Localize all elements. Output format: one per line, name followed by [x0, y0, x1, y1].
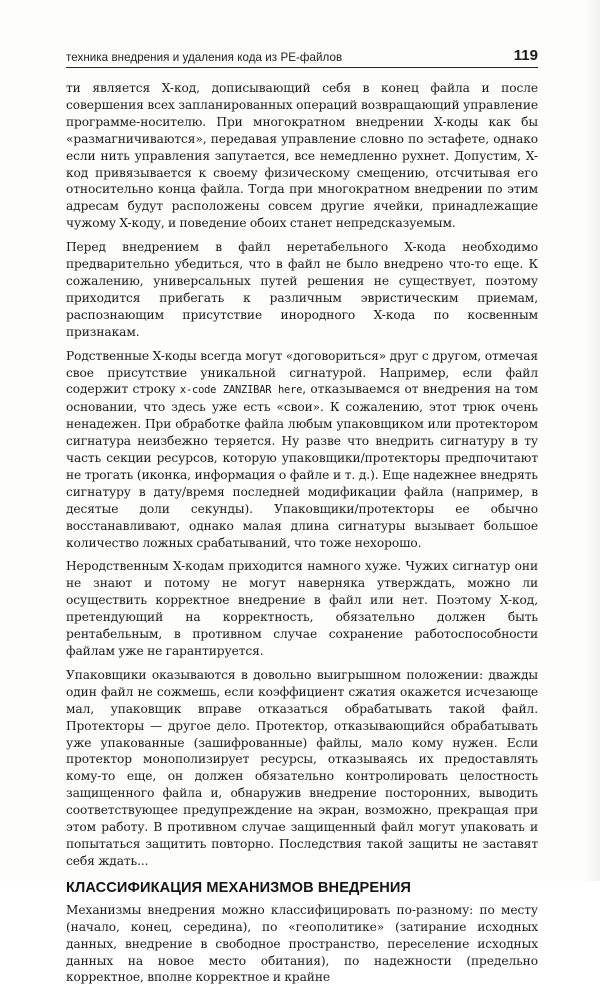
running-title: техника внедрения и удаления кода из PE-файлов	[66, 51, 343, 64]
section-paragraph: Механизмы внедрения можно классифицировать по-разному: по месту (начало, конец, середина), по «геополитике» (затирание исходных данных, внедрение в свободное пространство, переселение исходных данных на новое место обитания), по надежности (предельно корректное, вполне корректное и крайне	[66, 902, 538, 985]
section-heading: КЛАССИФИКАЦИЯ МЕХАНИЗМОВ ВНЕДРЕНИЯ	[66, 879, 412, 896]
signature-code-snippet: x-code ZANZIBAR here	[179, 384, 303, 397]
page-body	[66, 80, 538, 993]
page-number: 119	[513, 47, 538, 64]
page-edge-shadow	[586, 0, 600, 881]
running-header	[66, 42, 538, 68]
paragraph-3	[66, 348, 538, 552]
paragraph-2: Перед внедрением в файл неретабельного X-кода необходимо предварительно убедиться, что в файл не было внедрено что-то еще. К сожалению, универсальных путей решения не существует, поэтому приходится прибегать к различным эвристическим приемам, распознающим присутствие инородного X-кода по косвенным признакам.	[66, 240, 538, 339]
paragraph-3-text-before-code: Родственные X-коды всегда могут «договориться» друг с другом, отмечая свое присутствие уникальной сигнатурой. Например, если файл содержит строку	[66, 348, 538, 397]
paragraph-1: ти является X-код, дописывающий себя в конец файла и после совершения всех запланированных операций возвращающий управление программе-носителю. При многократном внедрении X-коды как бы «размагничиваются», передавая управление словно по эстафете, однако если нить управления запутается, все немедленно рухнет. Допустим, X-код привязывается к своему физическому смещению, отсчитывая его относительно конца файла. Тогда при многократном внедрении по этим адресам будут расположены совсем другие ячейки, принадлежащие чужому X-коду, и поведение обоих станет непредсказуемым.	[66, 81, 538, 231]
paragraph-5: Упаковщики оказываются в довольно выигрышном положении: дважды один файл не сожмешь, если коэффициент сжатия окажется исчезающе мал, упаковщик вправе отказаться обрабатывать такой файл. Протекторы — другое дело. Протектор, отказывающийся обрабатывать уже упакованные (зашифрованные) файлы, мало кому нужен. Если протектор монополизирует ресурсы, отказываясь их предоставлять кому-то еще, он должен обязательно контролировать целостность защищенного файла и, обнаружив внедрение посторонних, выводить соответствующее предупреждение на экран, возможно, прекращая при этом работу. В противном случае защищенный файл могут упаковать и попытаться защитить повторно. Последствия такой защиты не заставят себя ждать...	[66, 667, 538, 868]
paragraph-4: Неродственным X-кодам приходится намного хуже. Чужих сигнатур они не знают и потому не могут наверняка утверждать, можно ли осуществить корректное внедрение в файл или нет. Поэтому X-код, претендующий на корректность, обязательно должен быть рентабельным, в противном случае сохранение работоспособности файлам уже не гарантируется.	[66, 559, 538, 658]
paragraph-3-text-after-code: , отказываемся от внедрения на том основании, что здесь уже есть «свои». К сожалению, этот трюк очень ненадежен. При обработке файла любым упаковщиком или протектором сигнатура неизбежно теряется. Ну разве что внедрить сигнатуру в ту часть секции ресурсов, которую упаковщики/протекторы предпочитают не трогать (иконка, информация о файле и т. д.). Еще надежнее внедрять сигнатуру в дату/время последней модификации файла (например, в десятые доли секунды). Упаковщики/протекторы ее обычно восстанавливают, однако малая длина сигнатуры вызывает большое количество ложных срабатываний, что тоже нехорошо.	[66, 382, 538, 550]
